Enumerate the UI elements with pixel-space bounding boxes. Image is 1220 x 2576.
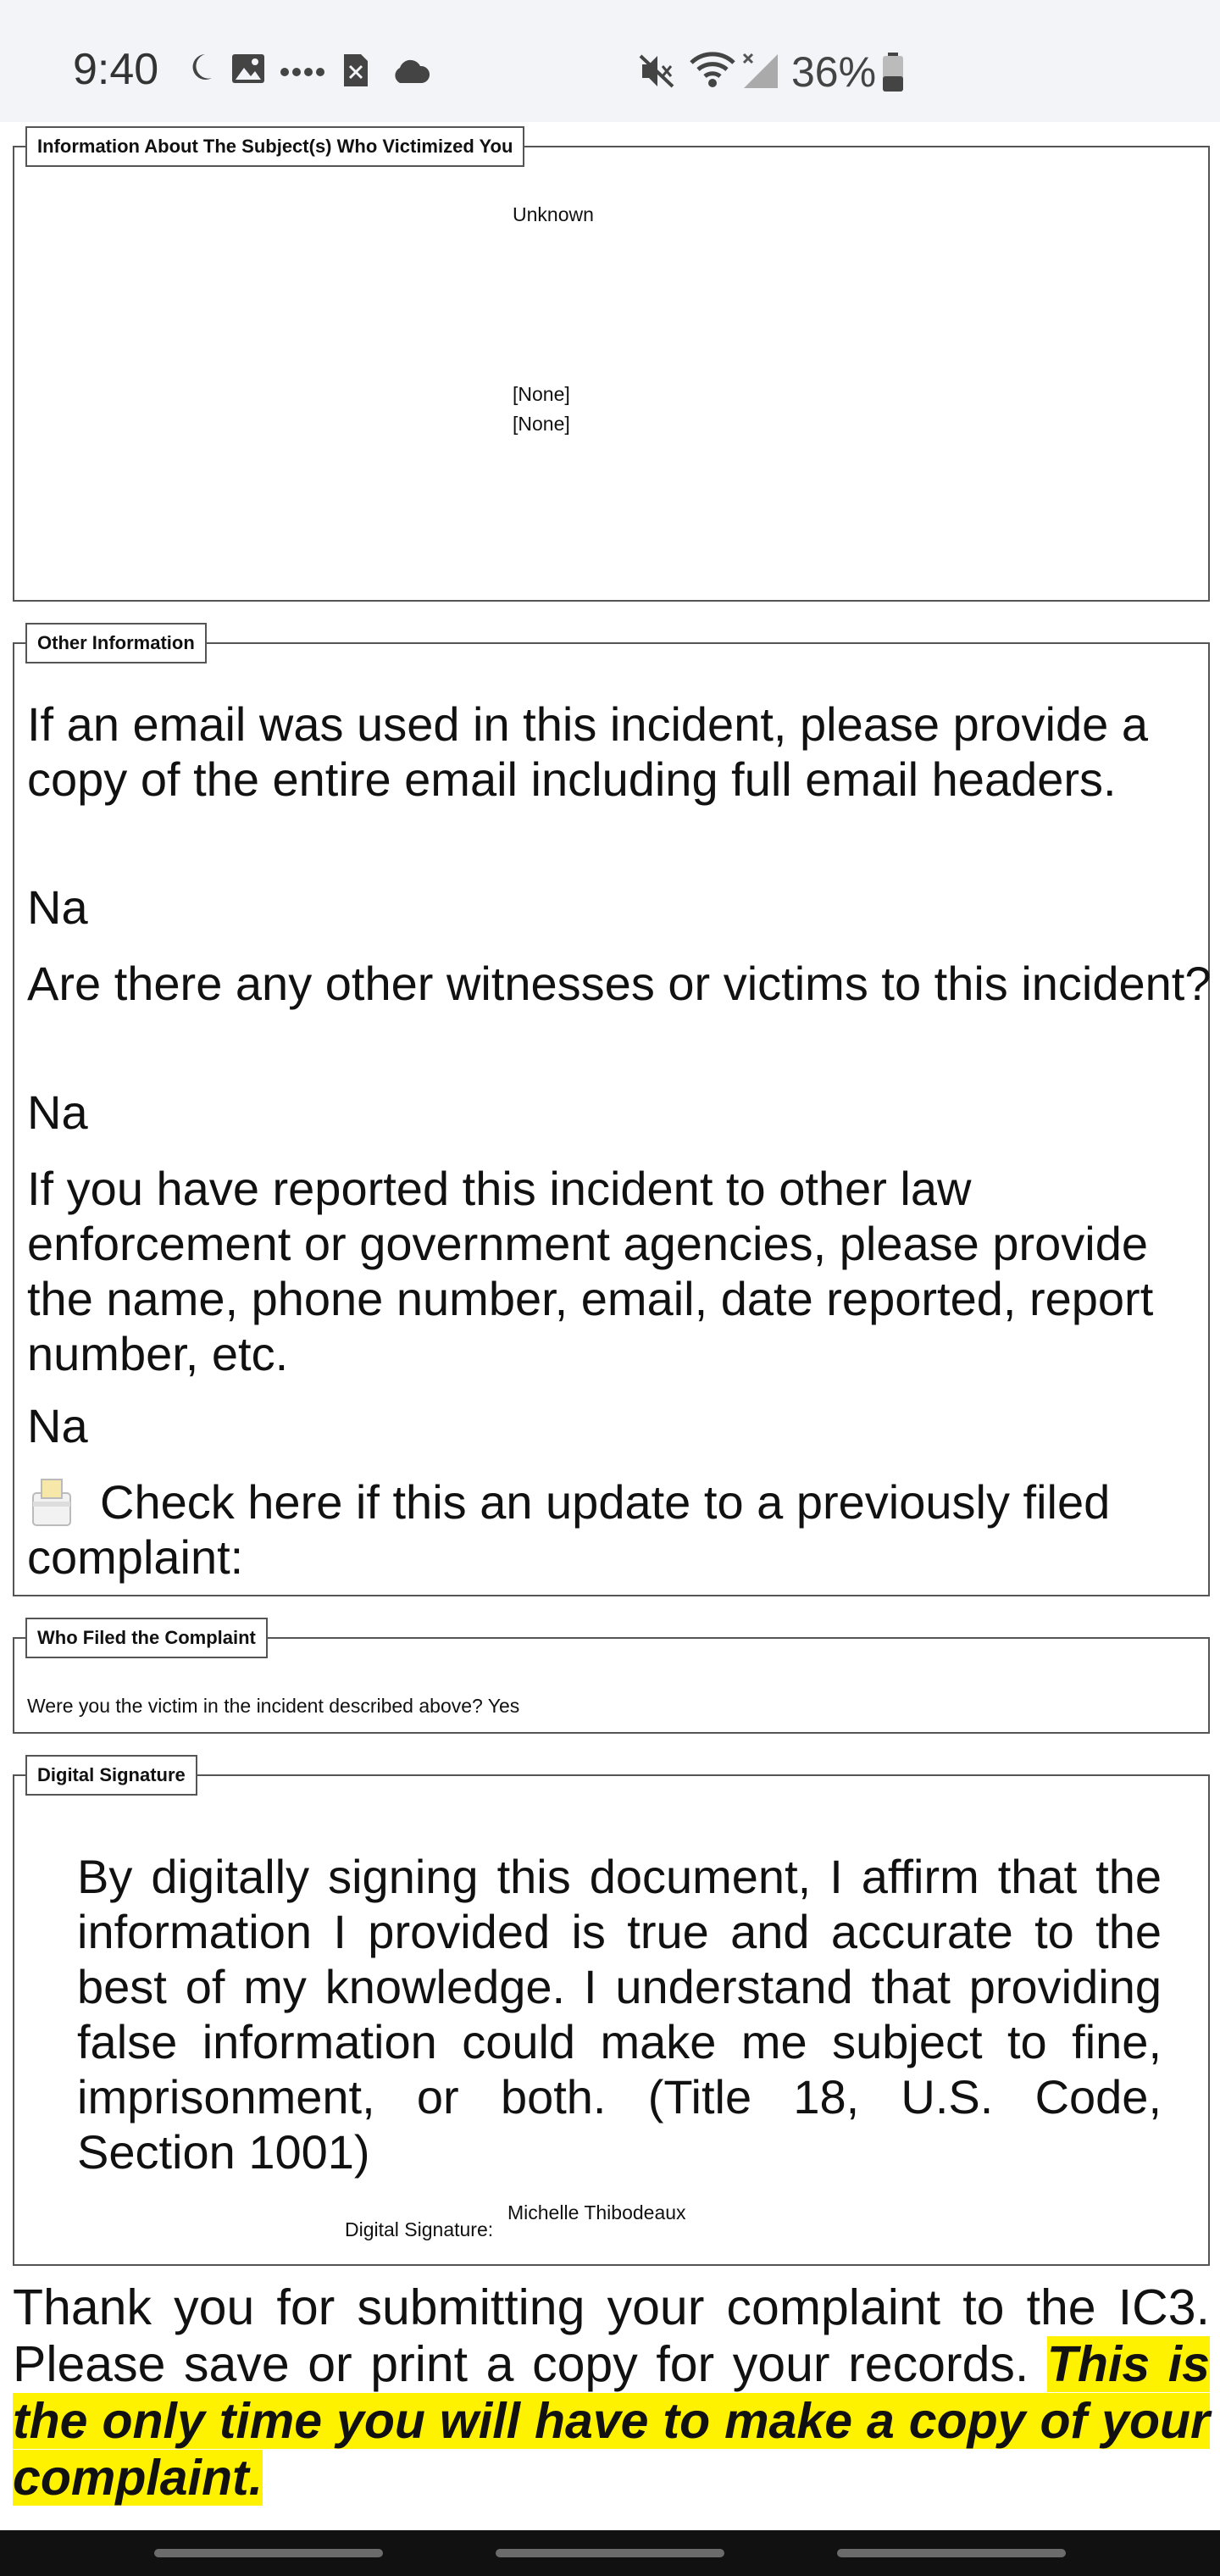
status-bar	[0, 0, 1220, 122]
field-value: [None]	[513, 413, 570, 435]
signature-legend: Digital Signature	[25, 1755, 197, 1796]
nav-home-handle[interactable]	[496, 2549, 724, 2557]
email-answer: Na	[27, 880, 88, 934]
copy-warning-highlight: This is the only time you will have to make a copy of your complaint.	[13, 2336, 1210, 2506]
nav-back-handle[interactable]	[154, 2549, 383, 2557]
wifi-icon	[688, 51, 737, 90]
field-value: Unknown	[513, 203, 594, 225]
nav-recents-handle[interactable]	[837, 2549, 1066, 2557]
other-info-legend: Other Information	[25, 623, 207, 663]
cloud-icon	[390, 58, 430, 85]
mute-icon	[637, 53, 676, 90]
navigation-bar	[0, 2530, 1220, 2576]
update-check-label: Check here if this an update to a previously filed complaint:	[27, 1475, 1111, 1584]
battery-icon	[881, 51, 905, 93]
status-time: 9:40	[73, 45, 159, 94]
subject-info-fieldset	[13, 146, 1210, 602]
field-value: [None]	[513, 383, 570, 405]
affirmation-text: By digitally signing this document, I affirm that the information I provided is true and accurate to the best of my knowledge. I understand that providing false information could make me subject to fine, imprisonment, or both. (Title 18, U.S. Code, Section 1001)	[77, 1850, 1162, 2179]
other-agencies-answer: Na	[27, 1399, 88, 1452]
moon-icon	[188, 53, 214, 81]
subject-info-legend: Information About The Subject(s) Who Victimized You	[25, 126, 524, 167]
other-info-fieldset	[13, 642, 1210, 1596]
battery-percent: 36%	[791, 48, 877, 96]
image-icon	[230, 53, 266, 85]
other-agencies-question: If you have reported this incident to other law enforcement or government agencies, please provide the name, phone number, email, date reported, report number, etc.	[27, 1162, 1154, 1380]
signature-value: Michelle Thibodeaux	[507, 2201, 686, 2223]
signature-fieldset	[13, 1774, 1210, 2266]
email-question: If an email was used in this incident, please provide a copy of the entire email including full email headers.	[27, 697, 1148, 806]
sim-error-icon	[341, 51, 369, 90]
more-dots-icon	[280, 66, 327, 78]
witness-answer: Na	[27, 1085, 88, 1139]
signature-label: Digital Signature:	[345, 2218, 494, 2240]
filer-legend: Who Filed the Complaint	[25, 1618, 268, 1658]
witness-question: Are there any other witnesses or victims to this incident?	[27, 957, 1212, 1010]
thank-you-message	[13, 2279, 1210, 2507]
signal-icon	[740, 51, 781, 90]
thank-you-text: Thank you for submitting your complaint to the IC3. Please save or print a copy for your records.	[13, 2279, 1210, 2392]
victim-answer: Were you the victim in the incident described above? Yes	[27, 1695, 520, 1717]
